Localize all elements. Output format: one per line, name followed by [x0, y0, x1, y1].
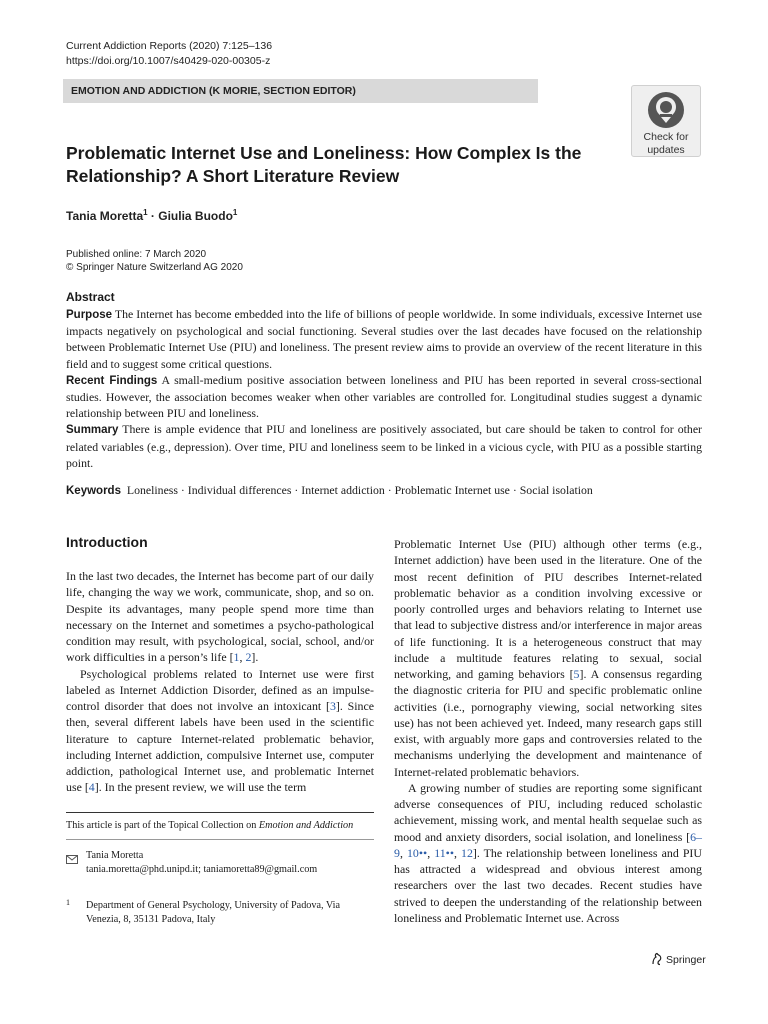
- section-banner: EMOTION AND ADDICTION (K MORIE, SECTION EDITOR): [63, 79, 538, 103]
- topical-collection-name: Emotion and Addiction: [258, 820, 354, 831]
- body-paragraph: [66, 568, 374, 666]
- paragraph-text: ]. A consensus regarding the diagnostic criteria for PIU and specific problematic online activities (i.e., pornography viewing, social networking sites use) has not been achieved yet. Indeed, many research gaps still exist, with arguably more gaps and controversies related to the mechanisms underlying the development and maintenance of Internet-related problematic behaviors.: [394, 667, 702, 779]
- abstract-summary-label: Summary: [66, 424, 119, 437]
- body-paragraph: [394, 780, 702, 926]
- paragraph-text: Psychological problems related to Internet use were first labeled as Internet Addiction Disorder, defined as an impulse-control disorder that does not involve an intoxicant [: [66, 666, 374, 713]
- journal-citation: Current Addiction Reports (2020) 7:125–136: [66, 40, 273, 52]
- keywords-label: Keywords: [66, 485, 121, 497]
- citation-link[interactable]: 3: [329, 699, 336, 713]
- abstract-heading: Abstract: [66, 290, 115, 304]
- doi-link[interactable]: https://doi.org/10.1007/s40429-020-00305-z: [66, 55, 271, 67]
- abstract-findings: [66, 372, 702, 422]
- abstract-purpose-text: The Internet has become embedded into the life of billions of people worldwide. In some individuals, excessive Internet use impacts negatively on psychological and social functioning. Several studies over the last decades have focused on the relationship between Problematic Internet Use (PIU) and loneliness. The present review aims to provide an overview of the recent literature in this field and to suggest some critical questions.: [66, 307, 702, 371]
- paragraph-text: ]. Since then, several different labels have been used in the scientific literature to capture Internet-related problematic behavior, including Internet addiction, compulsive Internet use, computer addiction, pathological Internet use, and problematic Internet use [: [66, 699, 374, 795]
- envelope-icon: [66, 851, 78, 869]
- citation-separator: ,: [453, 845, 461, 860]
- paragraph-text: ].: [251, 650, 259, 665]
- affiliation-superscript: 1: [232, 208, 238, 217]
- citation-link[interactable]: 2: [245, 650, 252, 665]
- citation-link[interactable]: 5: [573, 667, 580, 681]
- footnote-divider: [66, 812, 374, 813]
- affiliation-text: Department of General Psychology, University of Padova, Via Venezia, 8, 35131 Padova, Italy: [86, 900, 341, 925]
- published-date: Published online: 7 March 2020: [66, 249, 207, 260]
- citation-link[interactable]: 6–9: [394, 829, 702, 860]
- affiliation-marker: 1: [66, 898, 70, 907]
- copyright-notice: © Springer Nature Switzerland AG 2020: [66, 262, 243, 273]
- keywords-line: [66, 483, 593, 498]
- springer-horse-icon: [650, 952, 664, 966]
- badge-label-line2: updates: [647, 144, 685, 156]
- corresponding-author-email[interactable]: tania.moretta@phd.unipd.it; taniamoretta89@gmail.com: [86, 864, 318, 875]
- abstract-findings-text: A small-medium positive association between loneliness and PIU has been reported in several cross-sectional studies. However, the association becomes weaker when other variables are controlled for. Longitudinal studies suggest a dynamic relationship between PIU and loneliness.: [66, 372, 702, 421]
- paper-title: Problematic Internet Use and Loneliness: How Complex Is the Relationship? A Short Literature Review: [66, 143, 582, 186]
- body-paragraph: [394, 536, 702, 780]
- abstract-body: [66, 306, 702, 471]
- citation-link[interactable]: 10••: [406, 845, 428, 860]
- keywords-text: Loneliness · Individual differences · Internet addiction · Problematic Internet use · Social isolation: [126, 483, 593, 497]
- citation-link[interactable]: 12: [461, 845, 473, 860]
- corresponding-author-name: Tania Moretta: [86, 850, 144, 861]
- paragraph-text: A growing number of studies are reporting some significant adverse consequences of PIU, including reduced scholastic achievement, missing work, and mental health sequelae such as mood and anxiety disorders, social isolation, and loneliness [: [394, 780, 702, 844]
- springer-logo: [650, 952, 706, 966]
- body-column-left: [66, 568, 374, 796]
- author-name[interactable]: Tania Moretta: [66, 209, 144, 223]
- citation-link[interactable]: 4: [88, 780, 95, 795]
- citation-link[interactable]: 1: [233, 650, 240, 665]
- citation-link[interactable]: 11••: [434, 845, 454, 860]
- body-paragraph: [66, 666, 374, 796]
- topical-note-prefix: This article is part of the Topical Collection on: [66, 820, 259, 831]
- citation-separator: ,: [399, 845, 407, 860]
- abstract-summary-text: There is ample evidence that PIU and loneliness are positively associated, but care should be taken to control for other related variables (e.g., depression). Over time, PIU and loneliness seem to be linked in a vicious cycle, with PIU as a possible starting point.: [66, 422, 702, 470]
- author-list: [66, 208, 237, 223]
- author-name[interactable]: Giulia Buodo: [158, 209, 233, 223]
- paragraph-text: In the last two decades, the Internet has become part of our daily life, changing the way we work, communicate, shop, and so on. Despite its advantages, many people spend more time than necessary on the Internet and sometimes a psycho-pathological condition may result, with psychological, social, school, and/or work difficulties in a person’s life [: [66, 569, 374, 665]
- author-separator: ·: [147, 209, 159, 223]
- paragraph-text: ]. In the present review, we will use the term: [94, 780, 307, 795]
- abstract-findings-label: Recent Findings: [66, 374, 158, 387]
- abstract-summary: [66, 421, 702, 471]
- check-for-updates-badge[interactable]: [631, 85, 701, 157]
- crossmark-icon: [646, 90, 686, 130]
- badge-label-line1: Check for: [643, 131, 689, 143]
- abstract-purpose-label: Purpose: [66, 309, 113, 321]
- abstract-purpose: [66, 306, 702, 372]
- paragraph-text: ]. The relationship between loneliness and PIU has attracted a widespread and obvious interest among researchers over the last two decades. Recent studies have strived to deepen the understanding of the relationship between loneliness and Problematic Internet use. Across: [394, 845, 702, 925]
- affiliation-superscript: 1: [143, 208, 148, 217]
- body-column-right: [394, 536, 702, 926]
- introduction-heading: Introduction: [66, 534, 148, 550]
- citation-separator: ,: [239, 650, 246, 665]
- publisher-name: Springer: [666, 954, 706, 966]
- citation-separator: ,: [427, 845, 435, 860]
- footnote-divider: [66, 839, 374, 840]
- paragraph-text: Problematic Internet Use (PIU) although other terms (e.g., Internet addiction) have been used in the literature. One of the most recent definition of PIU describes Internet-related problematic behavior as a condition involving excessive or poorly controlled urges and behaviors relating to Internet use that lead to subjective distress and/or interference in major areas of life functioning. It is a heterogeneous construct that may include a multitude features relating to sexual, social networking, and gaming behaviors [: [394, 537, 702, 681]
- topical-collection-note: [66, 820, 374, 831]
